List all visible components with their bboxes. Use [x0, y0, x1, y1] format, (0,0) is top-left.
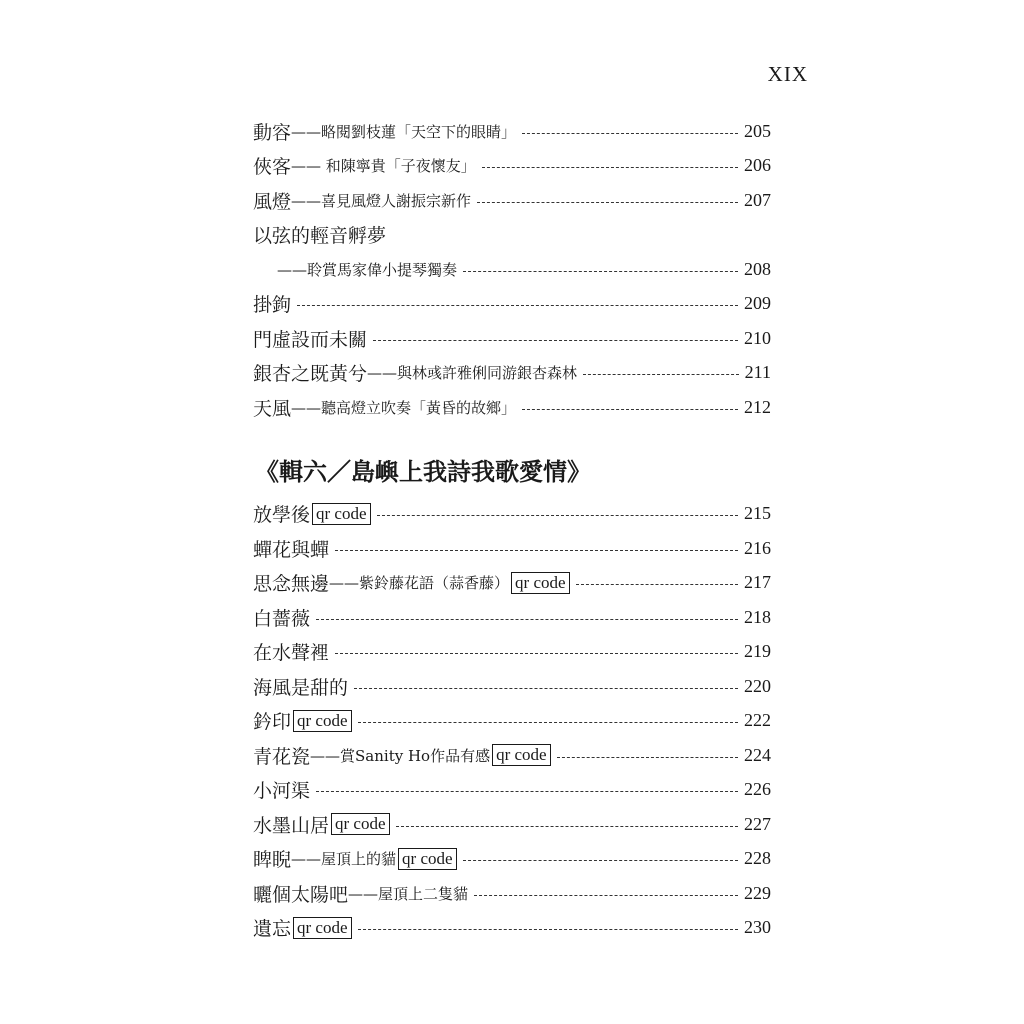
toc-entry-page-number: 219: [744, 641, 771, 662]
toc-entry-page-number: 211: [744, 362, 771, 383]
toc-entry-subtitle: ——聽高燈立吹奏「黃昏的故鄉」: [291, 398, 517, 417]
toc-entry-page-number: 216: [744, 537, 771, 558]
dot-leader: [377, 515, 738, 516]
dot-leader: [335, 653, 738, 654]
toc-entry-page-number: 224: [744, 744, 771, 765]
dot-leader: [297, 305, 738, 306]
toc-entry-page-number: 222: [744, 710, 771, 731]
toc-entry: [253, 531, 771, 566]
dot-leader: [522, 409, 738, 410]
toc-entry: [253, 390, 771, 425]
toc-entry: [253, 842, 771, 877]
toc-entry-page-number: 229: [744, 882, 771, 903]
toc-entry: [253, 321, 771, 356]
toc-entry: [253, 773, 771, 808]
toc-entry-page-number: 218: [744, 606, 771, 627]
toc-entry-page-number: 207: [744, 189, 771, 210]
toc-entry-subtitle: ——紫鈴藤花語（蒜香藤）: [329, 574, 510, 593]
table-of-contents: [253, 114, 771, 945]
toc-entry-page-number: 217: [744, 572, 771, 593]
toc-entry-title: 銀杏之既黃兮: [253, 363, 368, 386]
dot-leader: [463, 860, 738, 861]
dot-leader: [316, 791, 738, 792]
toc-entry: [253, 669, 771, 704]
toc-entry-title: 思念無邊: [253, 573, 330, 596]
toc-entry: [253, 566, 771, 601]
toc-entry: [253, 876, 771, 911]
qr-code-label: qr code: [293, 917, 352, 939]
toc-entry-subtitle: ——賞Sanity Ho作品有感: [310, 746, 491, 765]
dot-leader: [335, 550, 738, 551]
toc-entry-title: 動容: [253, 121, 292, 144]
dot-leader: [358, 722, 738, 723]
toc-entry-title: 鈐印: [253, 711, 292, 734]
toc-entry-subtitle: ——喜見風燈人謝振宗新作: [291, 191, 472, 210]
toc-entry: [253, 911, 771, 946]
section-title: 《輯六／島嶼上我詩我歌愛情》: [255, 458, 591, 486]
toc-entry-title: 掛鉤: [253, 294, 292, 317]
toc-entry-page-number: 206: [744, 155, 771, 176]
toc-entry: [253, 738, 771, 773]
toc-list-previous-section: [253, 114, 771, 425]
toc-entry-title: 小河渠: [253, 780, 311, 803]
toc-entry-title: 青花瓷: [253, 745, 311, 768]
toc-entry: [253, 600, 771, 635]
dot-leader: [557, 757, 738, 758]
toc-entry-title: 曬個太陽吧: [253, 883, 349, 906]
toc-entry-subtitle: ——屋頂上二隻貓: [348, 884, 469, 903]
toc-entry-title: 俠客: [253, 156, 292, 179]
toc-entry-title: 以弦的輕音孵夢: [253, 225, 387, 248]
toc-entry-title: 放學後: [253, 504, 311, 527]
toc-entry-title: 在水聲裡: [253, 642, 330, 665]
qr-code-label: qr code: [492, 744, 551, 766]
toc-entry: [253, 252, 771, 287]
dot-leader: [474, 895, 738, 896]
toc-entry-title: 白薔薇: [253, 607, 311, 630]
toc-entry-subtitle: ——聆賞馬家偉小提琴獨奏: [277, 260, 458, 279]
toc-entry: [253, 287, 771, 322]
toc-entry: [253, 635, 771, 670]
dot-leader: [477, 202, 738, 203]
toc-entry-title: 水墨山居: [253, 814, 330, 837]
dot-leader: [316, 619, 738, 620]
toc-entry-subtitle: ——與林彧許雅俐同游銀杏森林: [367, 364, 578, 383]
toc-entry-title: 門虛設而未關: [253, 328, 368, 351]
qr-code-label: qr code: [312, 503, 371, 525]
dot-leader: [396, 826, 738, 827]
toc-list-section-six: [253, 497, 771, 946]
toc-entry-page-number: 220: [744, 675, 771, 696]
toc-entry-title: 海風是甜的: [253, 676, 349, 699]
page-number: XIX: [767, 62, 808, 86]
dot-leader: [463, 271, 738, 272]
toc-entry-page-number: 212: [744, 396, 771, 417]
toc-entry: [253, 149, 771, 184]
toc-entry: [253, 114, 771, 149]
toc-entry: [253, 218, 771, 253]
qr-code-label: qr code: [331, 813, 390, 835]
toc-entry: [253, 807, 771, 842]
toc-entry-page-number: 215: [744, 503, 771, 524]
toc-entry: [253, 183, 771, 218]
qr-code-label: qr code: [511, 572, 570, 594]
toc-entry: [253, 356, 771, 391]
dot-leader: [583, 374, 739, 375]
dot-leader: [373, 340, 738, 341]
dot-leader: [482, 167, 738, 168]
toc-entry-page-number: 208: [744, 258, 771, 279]
toc-entry-subtitle: ——略閱劉枝蓮「天空下的眼睛」: [291, 122, 517, 141]
toc-entry-page-number: 227: [744, 813, 771, 834]
toc-entry: [253, 497, 771, 532]
toc-entry-page-number: 210: [744, 327, 771, 348]
toc-entry-page-number: 228: [744, 848, 771, 869]
toc-entry-page-number: 209: [744, 293, 771, 314]
toc-entry-subtitle: —— 和陳寧貴「子夜懷友」: [291, 157, 476, 176]
dot-leader: [576, 584, 738, 585]
toc-entry-title: 遺忘: [253, 918, 292, 941]
toc-entry-title: 蟬花與蟬: [253, 538, 330, 561]
qr-code-label: qr code: [398, 848, 457, 870]
dot-leader: [522, 133, 738, 134]
dot-leader: [354, 688, 738, 689]
toc-entry-subtitle: ——屋頂上的貓: [291, 850, 397, 869]
dot-leader: [358, 929, 738, 930]
toc-entry-page-number: 226: [744, 779, 771, 800]
toc-entry: [253, 704, 771, 739]
qr-code-label: qr code: [293, 710, 352, 732]
toc-entry-title: 風燈: [253, 190, 292, 213]
toc-entry-title: 睥睨: [253, 849, 292, 872]
toc-entry-title: 天風: [253, 397, 292, 420]
toc-entry-page-number: 205: [744, 120, 771, 141]
toc-entry-page-number: 230: [744, 917, 771, 938]
